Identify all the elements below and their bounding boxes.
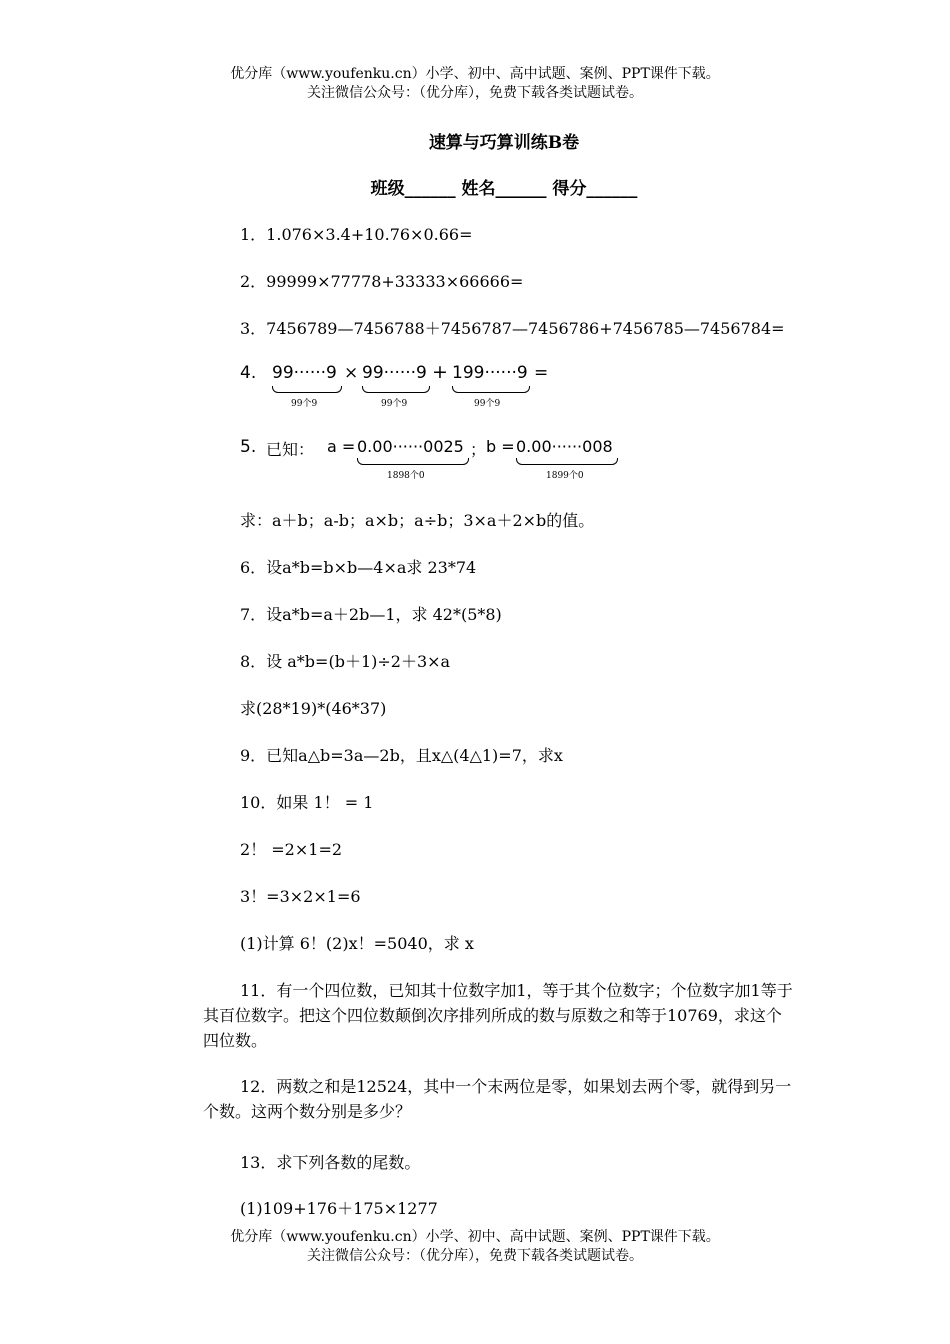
question-13: 13．求下列各数的尾数。 [240,1153,421,1172]
footer-line-2: 关注微信公众号：（优分库），免费下载各类试题试卷。 [307,1248,643,1264]
question-10: 10．如果 1！ = 1 [240,793,374,812]
header-line-2: 关注微信公众号：（优分库），免费下载各类试题试卷。 [307,85,643,101]
student-info-fields: 班级______ 姓名______ 得分______ [370,179,638,199]
q4-underbrace-3 [452,386,530,393]
question-3: 3．7456789—7456788＋7456787—7456786+7456785—7456784= [240,319,785,338]
page-title: 速算与巧算训练B卷 [428,133,580,153]
q5-known: 已知： [266,440,315,459]
q5-a-count: 1898个0 [387,471,425,481]
question-1: 1．1.076×3.4+10.76×0.66= [240,225,473,244]
question-8: 8．设 a*b=(b＋1)÷2＋3×a [240,652,451,671]
question-8-ask: 求(28*19)*(46*37) [240,699,387,718]
question-10-line-2: 2！ =2×1=2 [240,840,343,859]
question-13-part-1: (1)109+176＋175×1277 [240,1199,438,1218]
q4-underbrace-2 [362,386,430,393]
q5-b-label: b = [486,437,515,456]
q4-term-2: 99······9 [362,363,427,383]
q5-separator: ； [470,440,487,459]
question-5-ask: 求：a＋b；a-b；a×b；a÷b；3×a＋2×b的值。 [240,511,595,530]
q4-count-2: 99个9 [381,399,408,409]
question-12: 12．两数之和是12524，其中一个末两位是零，如果划去两个零，就得到另一个数。这两个数分别是多少？ [203,1077,792,1121]
header-line-1: 优分库（www.youfenku.cn）小学、初中、高中试题、案例、PPT课件下载。 [230,66,720,82]
q5-underbrace-a [357,458,469,465]
question-2: 2．99999×77778+33333×66666= [240,272,524,291]
footer-line-1: 优分库（www.youfenku.cn）小学、初中、高中试题、案例、PPT课件下载。 [230,1229,720,1245]
q5-b-value: 0.00······008 [516,437,613,456]
q4-count-3: 99个9 [474,399,501,409]
q5-underbrace-b [516,458,618,465]
q4-count-1: 99个9 [291,399,318,409]
q4-times: × [344,363,359,383]
q5-b-count: 1899个0 [546,471,584,481]
question-10-line-3: 3！=3×2×1=6 [240,887,361,906]
q5-label: 5. [240,437,257,457]
q5-a-label: a = [327,437,356,456]
q4-term-1: 99······9 [272,363,337,383]
q5-a-value: 0.00······0025 [357,437,464,456]
question-11: 11．有一个四位数，已知其十位数字加1，等于其个位数字；个位数字加1等于其百位数字。把这个四位数颠倒次序排列所成的数与原数之和等于10769，求这个四位数。 [203,981,793,1050]
question-6: 6．设a*b=b×b—4×a求 23*74 [240,558,477,577]
question-9: 9．已知a△b=3a—2b，且x△(4△1)=7，求x [240,746,563,765]
question-10-ask: (1)计算 6！(2)x！=5040，求 x [240,934,474,953]
question-7: 7．设a*b=a＋2b—1，求 42*(5*8) [240,605,502,624]
q4-underbrace-1 [272,386,342,393]
q4-equals: = [534,363,549,383]
q4-term-3: 199······9 [452,363,528,383]
q4-plus: + [432,361,448,383]
q4-label: 4. [240,363,257,383]
